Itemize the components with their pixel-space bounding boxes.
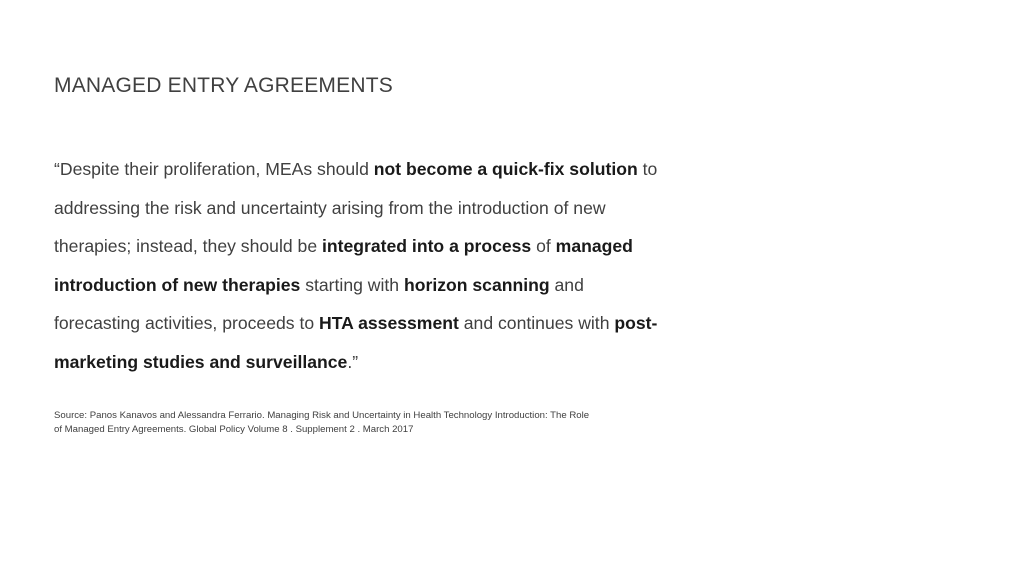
quote-line-3 [54,227,714,266]
quote-text: addressing the risk and uncertainty arising from the introduction of new [54,197,606,218]
quote-text: therapies; instead, they should be [54,236,322,257]
source-citation [54,409,654,436]
slide-title: MANAGED ENTRY AGREEMENTS [54,74,393,97]
source-line-1: Source: Panos Kanavos and Alessandra Ferrario. Managing Risk and Uncertainty in Health Technology Introduction: The Role [54,410,590,421]
quote-text: and continues with [458,313,615,334]
quote-text: .” [347,351,359,372]
quote-text: to [637,159,658,179]
quote-line-1 [54,150,714,189]
quote-line-2 [54,189,714,228]
quote-emphasis: horizon scanning [403,274,550,295]
quote-text: of [531,236,556,257]
quote-line-4 [54,266,714,305]
quote-text: forecasting activities, proceeds to [54,313,320,334]
quote-text: and [549,274,584,295]
quote-emphasis: HTA assessment [319,313,459,334]
quote-text: starting with [300,274,404,295]
quote-emphasis: managed [555,236,633,257]
quote-line-5 [54,304,714,343]
quote-line-6 [54,343,714,382]
quote-emphasis: not become a quick-fix solution [373,159,638,179]
quote-block [54,150,714,382]
quote-emphasis: marketing studies and surveillance [54,351,348,372]
quote-emphasis: introduction of new therapies [54,274,301,295]
quote-emphasis: integrated into a process [322,236,532,257]
source-line-2: of Managed Entry Agreements. Global Policy Volume 8 . Supplement 2 . March 2017 [54,423,414,435]
quote-emphasis: post- [614,313,658,334]
quote-text: “Despite their proliferation, MEAs should [54,159,374,179]
